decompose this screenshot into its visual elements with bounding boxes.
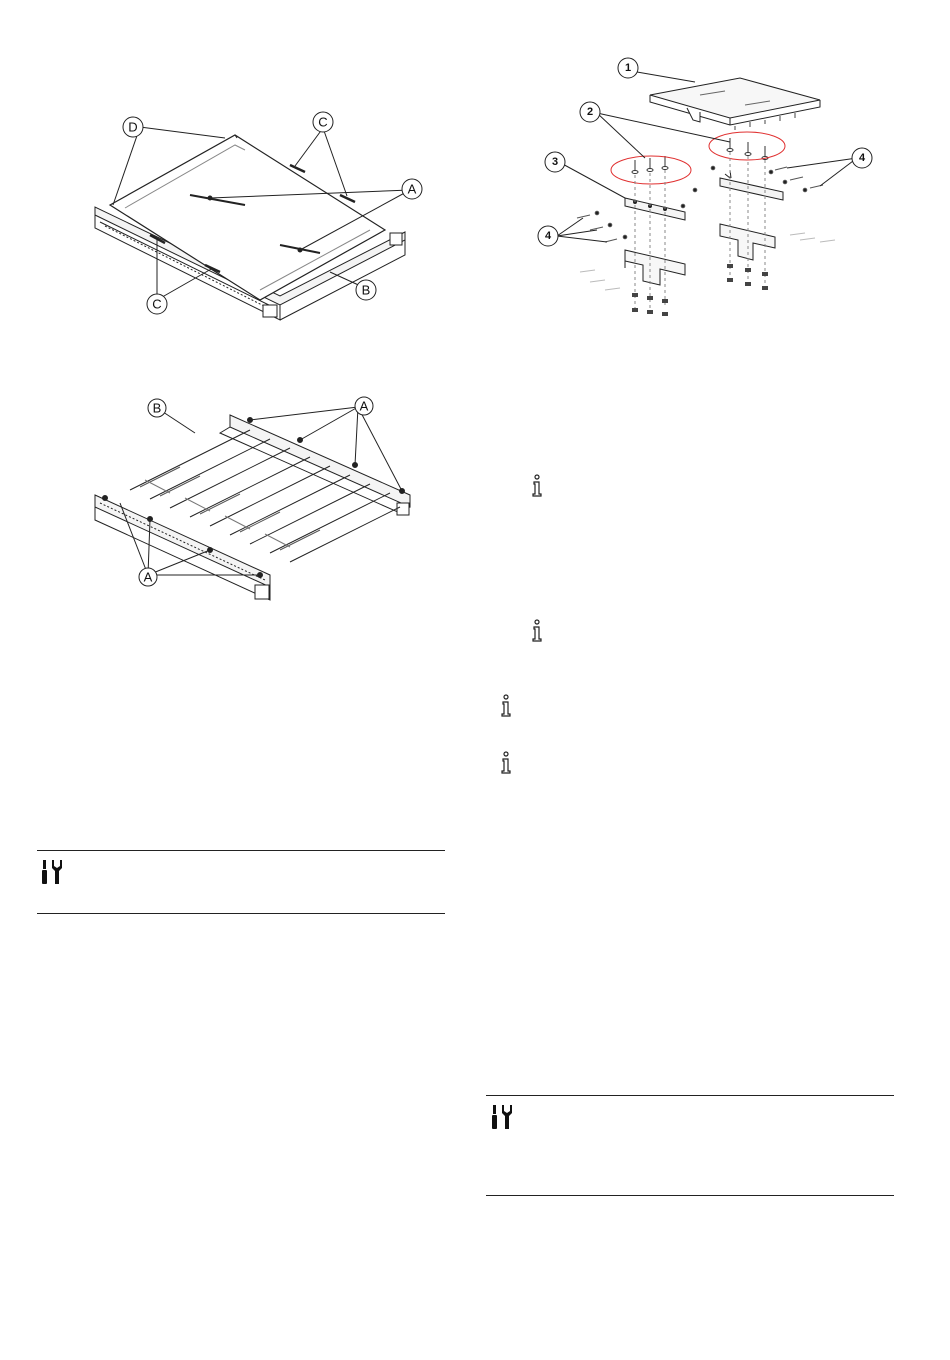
label-a: A bbox=[407, 181, 417, 197]
info-icon bbox=[500, 694, 512, 718]
label-4-right: 4 bbox=[858, 152, 866, 164]
divider-bottom-left bbox=[37, 913, 445, 914]
info-icon bbox=[531, 619, 543, 643]
tools-icon bbox=[490, 1103, 516, 1131]
figure-exploded-brackets bbox=[535, 50, 880, 325]
info-icon bbox=[531, 474, 543, 498]
label-b: B bbox=[361, 282, 371, 298]
figure-ladder-frame bbox=[90, 395, 430, 605]
label-a-top: A bbox=[359, 398, 369, 414]
divider-bottom-right bbox=[486, 1195, 894, 1196]
label-c-bottom: C bbox=[152, 296, 162, 312]
tools-icon bbox=[40, 858, 66, 886]
label-4-left: 4 bbox=[544, 230, 552, 242]
figure-lid-cover bbox=[85, 110, 445, 325]
info-icon bbox=[500, 751, 512, 775]
label-a-bottom: A bbox=[143, 569, 153, 585]
label-2: 2 bbox=[586, 106, 594, 118]
label-c-top: C bbox=[318, 114, 328, 130]
label-1: 1 bbox=[624, 62, 632, 74]
label-d: D bbox=[128, 119, 138, 135]
label-3: 3 bbox=[551, 156, 559, 168]
divider-top-right bbox=[486, 1095, 894, 1096]
divider-top-left bbox=[37, 850, 445, 851]
label-b: B bbox=[152, 400, 162, 416]
